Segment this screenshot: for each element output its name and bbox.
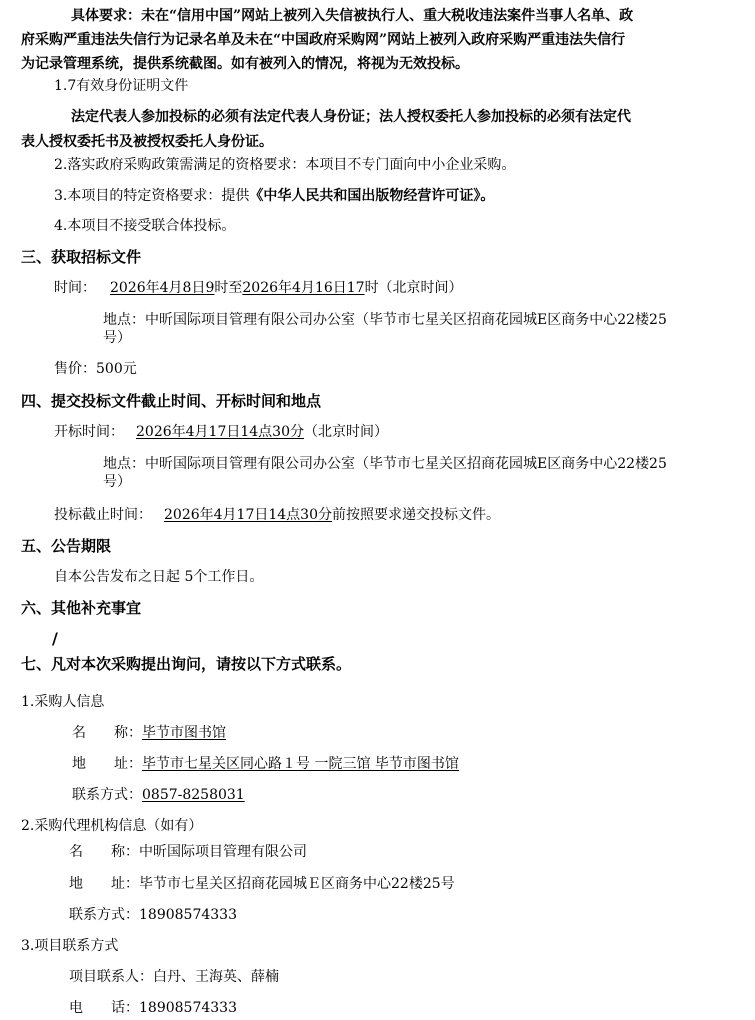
- deadline-label: 投标截止时间：: [54, 507, 152, 523]
- end-hour: 17: [346, 280, 365, 296]
- id-requirement-line-2: 表人授权委托书及被授权委托人身份证。: [21, 134, 273, 150]
- buyer-name-label: 名 称：: [72, 725, 142, 741]
- requirement-line-2: 府采购严重违法失信行为记录名单及未在“中国政府采购网”网站上被列入政府采购严重违法失信行: [21, 32, 626, 48]
- opening-time-value: 2026年4月17日14点30分: [136, 424, 304, 440]
- end-date: 2026年4月16日: [242, 280, 347, 296]
- section-3-heading: 三、获取招标文件: [21, 248, 142, 266]
- section-6-heading: 六、其他补充事宜: [21, 599, 142, 617]
- start-hour: 9: [205, 280, 215, 296]
- buyer-contact: [72, 783, 755, 807]
- opening-time-suffix: （北京时间）: [303, 424, 388, 440]
- tender-doc-price: 售价：500元: [54, 361, 137, 377]
- opening-time: [54, 420, 755, 444]
- buyer-address-value: 毕节市七星关区同心路１号 一院三馆 毕节市图书馆: [142, 756, 459, 772]
- project-contact-title: 3.项目联系方式: [21, 938, 119, 954]
- bid-deadline: [54, 503, 755, 527]
- time-suffix: 时（北京时间）: [364, 280, 463, 296]
- project-contact-phone: 电 话：18908574333: [69, 1000, 237, 1016]
- tender-doc-time: [54, 276, 755, 300]
- buyer-name: [72, 721, 755, 745]
- agency-address: 地 址：毕节市七星关区招商花园城Ｅ区商务中心22楼25号: [69, 876, 455, 892]
- id-requirement-line-1: 法定代表人参加投标的必须有法定代表人身份证；法人授权委托人参加投标的必须有法定代: [71, 109, 631, 125]
- buyer-address-label: 地 址：: [72, 756, 142, 772]
- item-3: [54, 184, 755, 208]
- license-name: 《中华人民共和国出版物经营许可证》。: [249, 188, 495, 204]
- buyer-contact-label: 联系方式：: [72, 787, 142, 803]
- opening-location-line-2: 号）: [103, 474, 131, 490]
- deadline-value: 2026年4月17日14点30分: [164, 507, 332, 523]
- buyer-info-title: 1.采购人信息: [21, 694, 105, 710]
- tender-doc-location-line-1: 地点：中昕国际项目管理有限公司办公室（毕节市七星关区招商花园城E区商务中心22楼25: [103, 312, 667, 328]
- item-3-prefix: 3.本项目的特定资格要求：提供: [54, 188, 250, 204]
- tender-doc-location-line-2: 号）: [103, 330, 131, 346]
- buyer-address: [72, 752, 755, 776]
- section-5-heading: 五、公告期限: [21, 537, 112, 555]
- item-4: 4.本项目不接受联合体投标。: [54, 218, 236, 234]
- supplementary-text: /: [52, 629, 58, 648]
- opening-time-label: 开标时间：: [54, 424, 124, 440]
- start-date: 2026年4月8日: [110, 280, 206, 296]
- item-1-7: 1.7有效身份证明文件: [54, 78, 189, 94]
- deadline-suffix: 前按照要求递交投标文件。: [331, 507, 500, 523]
- item-2: 2.落实政府采购政策需满足的资格要求：本项目不专门面向中小企业采购。: [54, 157, 516, 173]
- section-7-heading: 七、凡对本次采购提出询问，请按以下方式联系。: [21, 655, 352, 673]
- section-4-heading: 四、提交投标文件截止时间、开标时间和地点: [21, 392, 322, 410]
- agency-info-title: 2.采购代理机构信息（如有）: [21, 818, 203, 834]
- agency-name: 名 称：中昕国际项目管理有限公司: [69, 844, 307, 860]
- announcement-period: 自本公告发布之日起 5个工作日。: [54, 569, 264, 585]
- time-mid: 时至: [214, 280, 243, 296]
- time-label: 时间：: [54, 280, 96, 296]
- opening-location-line-1: 地点：中昕国际项目管理有限公司办公室（毕节市七星关区招商花园城E区商务中心22楼25: [103, 456, 667, 472]
- project-contact-people: 项目联系人：白丹、王海英、薛楠: [69, 969, 279, 985]
- buyer-name-value: 毕节市图书馆: [142, 725, 226, 741]
- requirement-line-3: 为记录管理系统，提供系统截图。如有被列入的情况，将视为无效投标。: [21, 56, 469, 72]
- agency-contact: 联系方式：18908574333: [69, 907, 237, 923]
- buyer-contact-value: 0857-8258031: [142, 787, 245, 803]
- requirement-line-1: 具体要求：未在“信用中国”网站上被列入失信被执行人、重大税收违法案件当事人名单、政: [71, 8, 634, 24]
